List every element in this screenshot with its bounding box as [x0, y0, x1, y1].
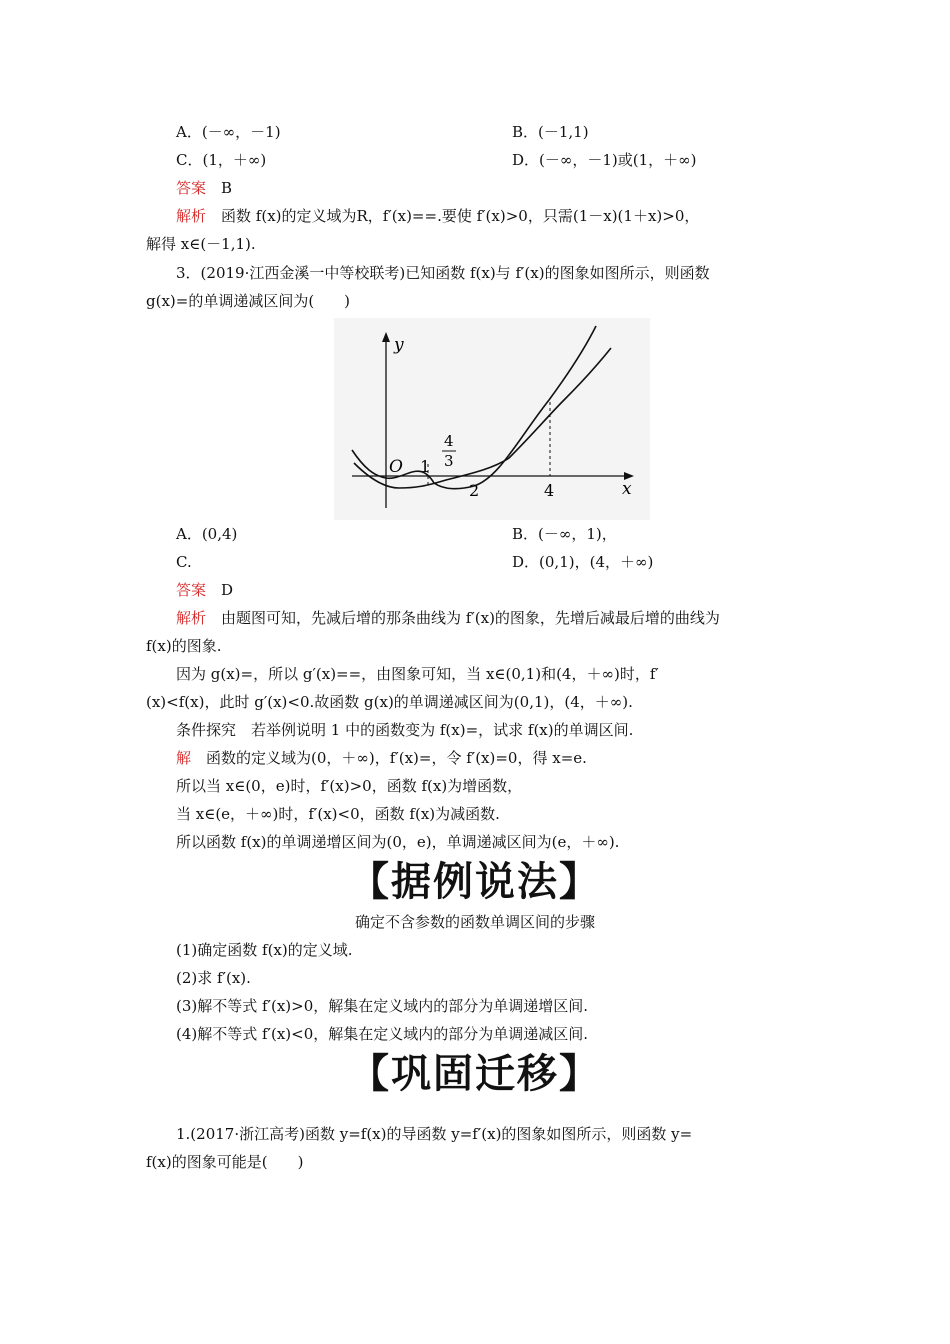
origin-label: O — [389, 457, 403, 477]
q3-option-d: D．(0,1)，(4，＋∞) — [512, 553, 654, 571]
q2-answer — [176, 178, 232, 198]
q2-option-d: D．(－∞，－1)或(1，＋∞) — [512, 151, 697, 169]
condition-explore: 条件探究 若举例说明 1 中的函数变为 f(x)=，试求 f(x)的单调区间. — [176, 721, 634, 739]
analysis-label: 解析 — [176, 207, 207, 225]
solution-text: 函数的定义域为(0，＋∞)，f′(x)=，令 f′(x)=0，得 x=e. — [206, 749, 587, 767]
y-axis-label: y — [394, 335, 404, 355]
fraction-denominator: 3 — [444, 452, 454, 470]
y-axis-arrow-icon — [382, 332, 390, 342]
q3-analysis-line-3: 因为 g(x)=，所以 g′(x)==，由图象可知，当 x∈(0,1)和(4，＋∞)时，f′ — [176, 665, 659, 683]
method-step-4: (4)解不等式 f′(x)<0，解集在定义域内的部分为单调递减区间. — [176, 1025, 589, 1043]
answer-label: 答案 — [176, 179, 207, 197]
tick-label-4: 4 — [544, 481, 555, 500]
q2-option-b: B．(－1,1) — [512, 123, 589, 141]
q3-analysis-line-4: (x)<f(x)，此时 g′(x)<0.故函数 g(x)的单调递减区间为(0,1)，(4，＋∞). — [146, 693, 633, 711]
practice-q1-line-2: f(x)的图象可能是( ) — [146, 1153, 304, 1171]
q2-option-c: C．(1，＋∞) — [176, 151, 267, 169]
q3-option-c: C. — [176, 553, 192, 571]
section-title-method: 【据例说法】 — [349, 859, 601, 905]
q3-option-b: B．(－∞，1)， — [512, 525, 617, 543]
solution-line-3: 当 x∈(e，＋∞)时，f′(x)<0，函数 f(x)为减函数. — [176, 805, 500, 823]
x-axis-label: x — [622, 479, 632, 499]
method-step-3: (3)解不等式 f′(x)>0，解集在定义域内的部分为单调递增区间. — [176, 997, 589, 1015]
answer-value: D — [221, 581, 234, 599]
q3-option-a: A．(0,4) — [176, 525, 238, 543]
tick-label-2: 2 — [469, 481, 480, 500]
q3-answer — [176, 580, 233, 600]
q3-analysis-line-2: f(x)的图象. — [146, 637, 222, 655]
fraction-numerator: 4 — [444, 432, 454, 450]
method-step-2: (2)求 f′(x). — [176, 969, 251, 987]
q3-stem-line-2: g(x)=的单调递减区间为( ) — [146, 292, 351, 310]
answer-label: 答案 — [176, 581, 207, 599]
analysis-text: 函数 f(x)的定义域为R，f′(x)==.要使 f′(x)>0，只需(1－x)(1＋x)>0， — [221, 207, 700, 225]
solution-line-4: 所以函数 f(x)的单调递增区间为(0，e)，单调递减区间为(e，＋∞). — [176, 833, 620, 851]
method-subtitle: 确定不含参数的函数单调区间的步骤 — [354, 913, 595, 931]
solution-line-1 — [176, 748, 587, 768]
practice-q1-line-1: 1.(2017·浙江高考)函数 y=f(x)的导函数 y=f′(x)的图象如图所示，则函数 y= — [176, 1125, 693, 1143]
answer-value: B — [221, 179, 233, 197]
method-step-1: (1)确定函数 f(x)的定义域. — [176, 941, 353, 959]
q2-analysis-line-2: 解得 x∈(－1,1). — [146, 235, 256, 253]
tick-label-1: 1 — [420, 457, 431, 476]
q2-option-a: A．(－∞，－1) — [176, 123, 281, 141]
q3-analysis-line-1 — [176, 608, 720, 628]
analysis-label: 解析 — [176, 609, 207, 627]
section-title-practice: 【巩固迁移】 — [349, 1051, 601, 1097]
solution-line-2: 所以当 x∈(0，e)时，f′(x)>0，函数 f(x)为增函数， — [176, 777, 523, 795]
analysis-text: 由题图可知，先减后增的那条曲线为 f′(x)的图象，先增后减最后增的曲线为 — [221, 609, 720, 627]
solution-label: 解 — [176, 749, 192, 767]
q3-stem-line-1: 3．(2019·江西金溪一中等校联考)已知函数 f(x)与 f′(x)的图象如图所示，则函数 — [176, 264, 710, 282]
q2-analysis-line-1 — [176, 206, 699, 226]
function-graph-figure — [334, 318, 650, 520]
